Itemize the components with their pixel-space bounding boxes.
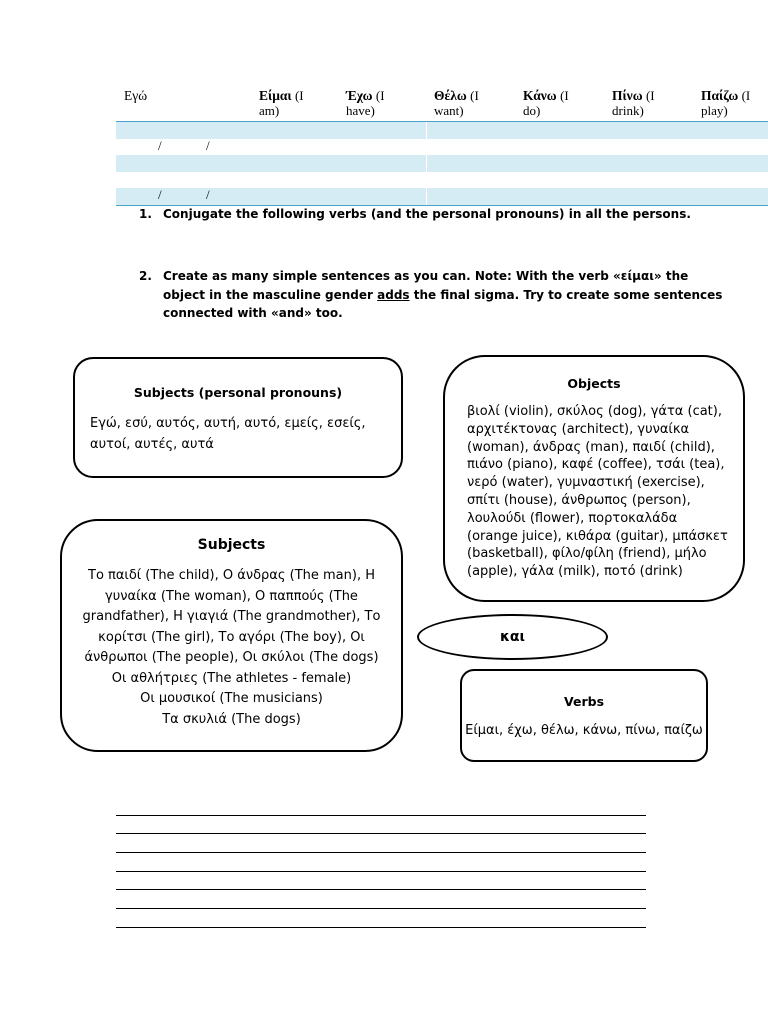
subjects-line: γυναίκα (The woman), Ο παππούς (The: [105, 588, 358, 604]
objects-line: βιολί (violin), σκύλος (dog), γάτα (cat),: [467, 404, 722, 419]
verb-gloss: (I: [645, 88, 655, 103]
verb-gloss: (I: [741, 88, 751, 103]
verb-gloss: play): [701, 103, 728, 118]
kai-label: και: [499, 629, 526, 645]
writing-line: [116, 815, 646, 816]
verb-greek: Κάνω: [523, 88, 557, 103]
objects-line: (apple), γάλα (milk), ποτό (drink): [467, 564, 683, 580]
verb-gloss: do): [523, 103, 541, 118]
instruction-text: [163, 286, 722, 304]
pronouns-box: [73, 357, 403, 478]
verb-greek: Πίνω: [612, 88, 643, 103]
pronouns-box-text: [90, 413, 401, 455]
subjects-box-title: Subjects: [197, 537, 266, 553]
instruction-text: Create as many simple sentences as you can. Note: With the verb «είμαι» the: [163, 269, 689, 283]
writing-line: [116, 852, 646, 853]
verbs-box-title: Verbs: [563, 694, 605, 709]
subjects-line: άνθρωποι (The people), Οι σκύλοι (The dogs): [84, 650, 379, 665]
objects-box-text: [467, 403, 743, 581]
instruction-text: connected with «and» too.: [163, 306, 343, 320]
objects-line: (basketball), φίλο/φίλη (friend), μήλο: [467, 546, 707, 562]
table-row: [116, 139, 768, 156]
pronouns-line: αυτοί, αυτές, αυτά: [90, 437, 214, 452]
kai-ellipse: [417, 614, 608, 660]
verb-gloss: (I: [470, 88, 479, 103]
subjects-line: grandfather), Η γιαγιά (The grandmother), Το: [82, 609, 381, 624]
underlined-word: adds: [377, 288, 410, 302]
slash-mark: /: [158, 187, 162, 202]
table-row: [116, 172, 768, 189]
subjects-box-text: [62, 566, 401, 730]
subjects-line: Το παιδί (The child), Ο άνδρας (The man), Η: [88, 568, 375, 583]
subjects-line: κορίτσι (The girl), Το αγόρι (The boy), Οι: [98, 629, 365, 645]
slash-mark: /: [206, 138, 210, 153]
objects-line: νερό (water), γυμναστική (exercise),: [467, 475, 705, 491]
objects-line: αρχιτέκτονας (architect), γυναίκα: [467, 421, 690, 437]
verb-header-kano: [523, 88, 569, 118]
objects-line: σπίτι (house), άνθρωπος (person),: [467, 492, 691, 508]
verb-header-exo: [346, 88, 385, 118]
writing-line: [116, 908, 646, 909]
subjects-box: [60, 519, 403, 752]
verb-greek: Είμαι: [259, 88, 292, 103]
verb-gloss: have): [346, 103, 375, 118]
writing-line: [116, 833, 646, 834]
verb-gloss: (I: [294, 88, 304, 103]
verb-greek: Έχω: [346, 88, 373, 103]
instruction-text-part: the final sigma. Try to create some sentences: [409, 288, 723, 302]
instruction-number: 1.: [139, 207, 152, 221]
table-column-divider: [426, 122, 427, 205]
verb-header-thelo: [434, 88, 479, 118]
verb-gloss: drink): [612, 103, 644, 118]
subjects-line: Τα σκυλιά (The dogs): [162, 711, 301, 727]
verb-header-eimai: [259, 88, 304, 118]
objects-line: (orange juice), κιθάρα (guitar), μπάσκετ: [467, 528, 728, 544]
pronoun-header-text: Εγώ: [124, 88, 148, 103]
objects-line: πιάνο (piano), καφέ (coffee), τσάι (tea),: [467, 457, 725, 473]
subjects-line: Οι μουσικοί (The musicians): [140, 691, 323, 706]
objects-line: (woman), άνδρας (man), παιδί (child),: [467, 439, 715, 455]
verb-greek: Θέλω: [434, 88, 467, 103]
table-row: [116, 155, 768, 172]
table-row: [116, 188, 768, 205]
slash-mark: /: [206, 187, 210, 202]
pronouns-box-title: Subjects (personal pronouns): [133, 385, 343, 400]
verb-header-paizo: [701, 88, 750, 118]
writing-line: [116, 871, 646, 872]
pronouns-line: Εγώ, εσύ, αυτός, αυτή, αυτό, εμείς, εσείς,: [90, 416, 366, 431]
writing-line: [116, 927, 646, 928]
verb-gloss: (I: [560, 88, 569, 103]
verb-greek: Παίζω: [701, 88, 739, 103]
objects-box: [443, 355, 745, 602]
slash-mark: /: [158, 138, 162, 153]
verbs-box-text: Είμαι, έχω, θέλω, κάνω, πίνω, παίζω: [465, 723, 703, 738]
verb-gloss: want): [434, 103, 464, 118]
subjects-line: Οι αθλήτριες (The athletes - female): [111, 670, 352, 686]
verb-gloss: (I: [375, 88, 385, 103]
instruction-text: Conjugate the following verbs (and the personal pronouns) in all the persons.: [163, 207, 691, 221]
instruction-number: 2.: [139, 269, 152, 283]
instruction-text-part: object in the masculine gender: [163, 288, 378, 302]
objects-box-title: Objects: [567, 376, 621, 391]
writing-line: [116, 889, 646, 890]
pronoun-column-header: [124, 88, 147, 103]
verb-gloss: am): [259, 103, 280, 118]
verbs-box: [460, 669, 708, 762]
table-row: [116, 122, 768, 139]
objects-line: λουλούδι (flower), πορτοκαλάδα: [467, 510, 678, 526]
verb-header-pino: [612, 88, 655, 118]
